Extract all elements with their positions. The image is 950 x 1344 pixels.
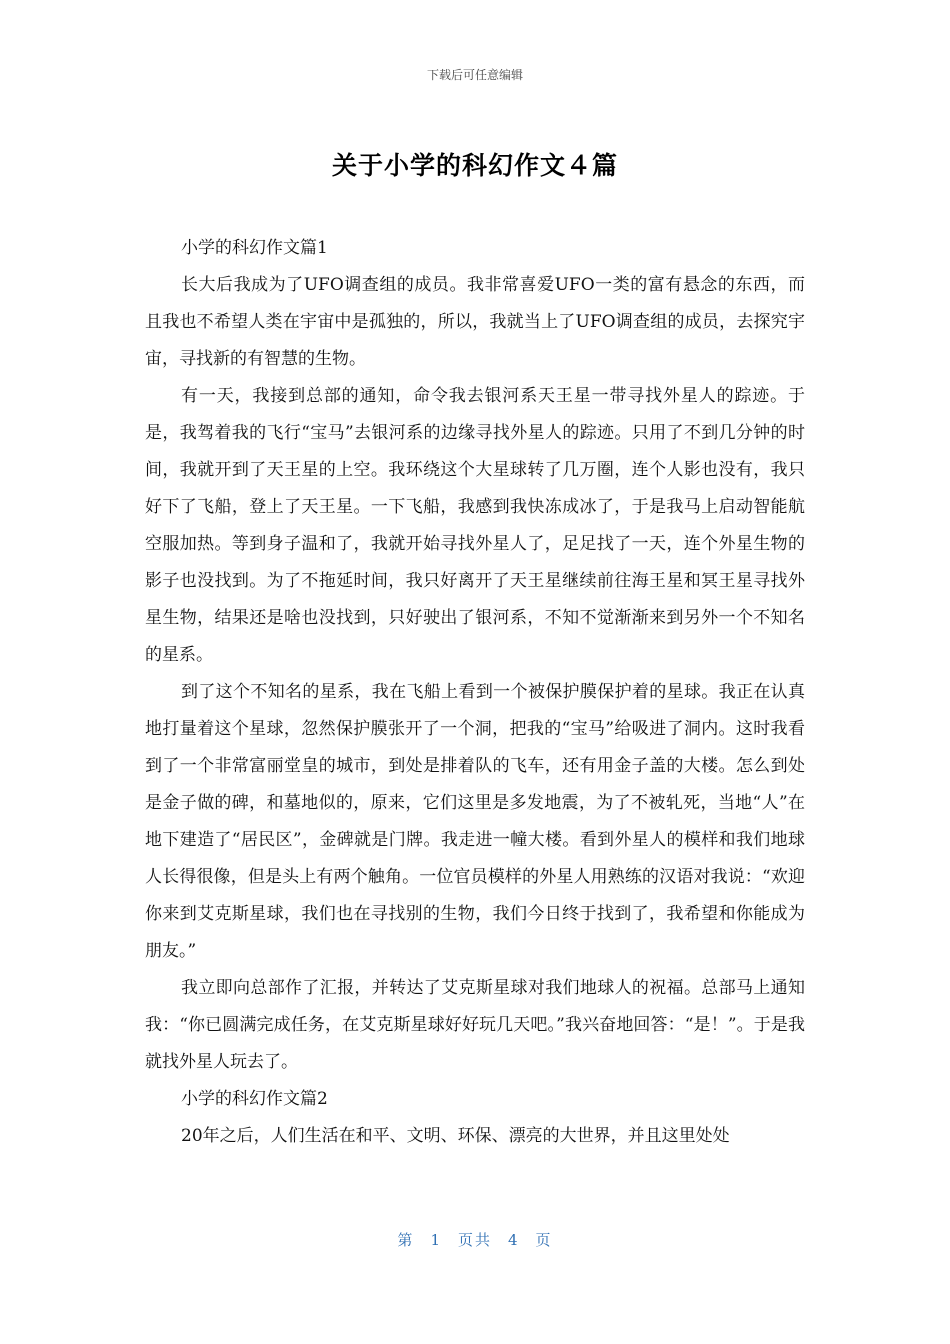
footer-page-mid: 页共 — [457, 1231, 492, 1249]
footer-page-label: 第 — [397, 1231, 415, 1249]
footer-page-suffix: 页 — [535, 1231, 553, 1249]
page-footer — [0, 1229, 950, 1250]
document-body — [145, 230, 805, 1155]
section-heading-2: 小学的科幻作文篇2 — [181, 1089, 328, 1109]
paragraph: 长大后我成为了UFO调查组的成员。我非常喜爱UFO一类的富有悬念的东西，而且我也不希望人类在宇宙中是孤独的，所以，我就当上了UFO调查组的成员，去探究宇宙，寻找新的有智慧的生物。 — [145, 275, 805, 369]
paragraph: 20年之后，人们生活在和平、文明、环保、漂亮的大世界，并且这里处处 — [181, 1126, 730, 1146]
section-heading-1: 小学的科幻作文篇1 — [181, 238, 328, 258]
document-title: 关于小学的科幻作文４篇 — [331, 151, 618, 180]
footer-total-pages: 4 — [508, 1231, 520, 1249]
paragraph: 有一天，我接到总部的通知，命令我去银河系天王星一带寻找外星人的踪迹。于是，我驾着我的飞行“宝马”去银河系的边缘寻找外星人的踪迹。只用了不到几分钟的时间，我就开到了天王星的上空。我环绕这个大星球转了几万圈，连个人影也没有，我只好下了飞船，登上了天王星。一下飞船，我感到我快冻成冰了，于是我马上启动智能航空服加热。等到身子温和了，我就开始寻找外星人了，足足找了一天，连个外星生物的影子也没找到。为了不拖延时间，我只好离开了天王星继续前往海王星和冥王星寻找外星生物，结果还是啥也没找到，只好驶出了银河系，不知不觉渐渐来到另外一个不知名的星系。 — [145, 386, 805, 665]
paragraph: 到了这个不知名的星系，我在飞船上看到一个被保护膜保护着的星球。我正在认真地打量着这个星球，忽然保护膜张开了一个洞，把我的“宝马”给吸进了洞内。这时我看到了一个非常富丽堂皇的城市，到处是排着队的飞车，还有用金子盖的大楼。怎么到处是金子做的碑，和墓地似的，原来，它们这里是多发地震，为了不被轧死，当地“人”在地下建造了“居民区”，金碑就是门牌。我走进一幢大楼。看到外星人的模样和我们地球人长得很像，但是头上有两个触角。一位官员模样的外星人用熟练的汉语对我说：“欢迎你来到艾克斯星球，我们也在寻找别的生物，我们今日终于找到了，我希望和你能成为朋友。” — [145, 682, 805, 961]
header-note: 下载后可任意编辑 — [426, 68, 523, 82]
paragraph: 我立即向总部作了汇报，并转达了艾克斯星球对我们地球人的祝福。总部马上通知我：“你已圆满完成任务，在艾克斯星球好好玩几天吧。”我兴奋地回答：“是！”。于是我就找外星人玩去了。 — [145, 978, 805, 1072]
footer-page-number: 1 — [430, 1231, 442, 1249]
